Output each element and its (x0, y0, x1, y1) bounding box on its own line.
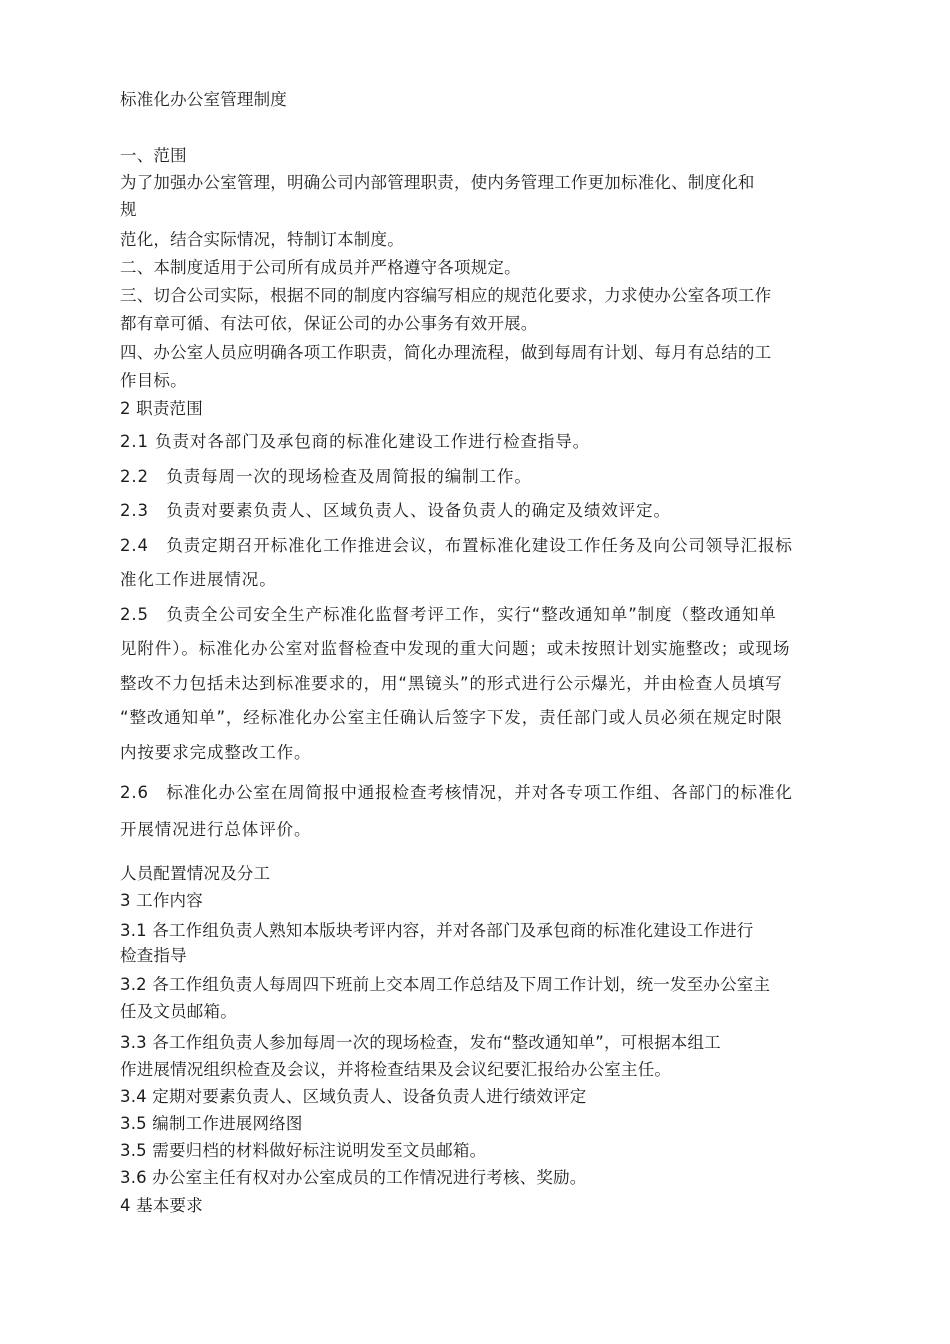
section-heading: 3 工作内容 (120, 891, 203, 910)
text-line: 规 (120, 200, 137, 219)
text-line: 内按要求完成整改工作。 (120, 743, 312, 762)
text-line: 3.4 定期对要素负责人、区域负责人、设备负责人进行绩效评定 (120, 1087, 587, 1106)
text-line: “整改通知单”，经标准化办公室主任确认后签字下发，责任部门或人员必须在规定时限 (120, 708, 783, 727)
text-line: 开展情况进行总体评价。 (120, 820, 312, 839)
text-line: 三、切合公司实际，根据不同的制度内容编写相应的规范化要求，力求使办公室各项工作 (120, 286, 772, 305)
text-line: 作目标。 (120, 371, 187, 390)
section-heading: 2 职责范围 (120, 399, 203, 418)
text-line: 见附件）。标准化办公室对监督检查中发现的重大问题；或未按照计划实施整改；或现场 (120, 639, 791, 658)
text-line: 为了加强办公室管理，明确公司内部管理职责，使内务管理工作更加标准化、制度化和 (120, 173, 755, 192)
section-heading: 人员配置情况及分工 (120, 864, 271, 883)
text-line: 检查指导 (120, 946, 187, 965)
text-line: 2.2 负责每周一次的现场检查及周简报的编制工作。 (120, 467, 532, 486)
text-line: 一、范围 (120, 146, 187, 165)
text-line: 二、本制度适用于公司所有成员并严格遵守各项规定。 (120, 258, 521, 277)
text-line: 作进展情况组织检查及会议，并将检查结果及会议纪要汇报给办公室主任。 (120, 1060, 672, 1079)
text-line: 准化工作进展情况。 (120, 570, 277, 589)
text-line: 都有章可循、有法可依，保证公司的办公事务有效开展。 (120, 314, 538, 333)
text-line: 2.1 负责对各部门及承包商的标准化建设工作进行检查指导。 (120, 432, 591, 451)
text-line: 3.5 需要归档的材料做好标注说明发至文员邮箱。 (120, 1141, 487, 1160)
text-line: 3.5 编制工作进展网络图 (120, 1114, 303, 1133)
text-line: 3.6 办公室主任有权对办公室成员的工作情况进行考核、奖励。 (120, 1168, 587, 1187)
text-line: 整改不力包括未达到标准要求的，用“黑镜头”的形式进行公示爆光，并由检查人员填写 (120, 674, 783, 693)
text-line: 任及文员邮箱。 (120, 1002, 237, 1021)
text-line: 3.2 各工作组负责人每周四下班前上交本周工作总结及下周工作计划，统一发至办公室主 (120, 975, 771, 994)
text-line: 范化，结合实际情况，特制订本制度。 (120, 230, 404, 249)
text-line: 四、办公室人员应明确各项工作职责，简化办理流程，做到每周有计划、每月有总结的工 (120, 343, 772, 362)
text-line: 2.3 负责对要素负责人、区域负责人、设备负责人的确定及绩效评定。 (120, 501, 671, 520)
section-heading: 4 基本要求 (120, 1196, 203, 1215)
text-line: 2.4 负责定期召开标准化工作推进会议，布置标准化建设工作任务及向公司领导汇报标 (120, 536, 793, 555)
text-line: 2.6 标准化办公室在周简报中通报检查考核情况，并对各专项工作组、各部门的标准化 (120, 783, 793, 802)
text-line: 3.1 各工作组负责人熟知本版块考评内容，并对各部门及承包商的标准化建设工作进行 (120, 921, 754, 940)
text-line: 3.3 各工作组负责人参加每周一次的现场检查，发布“整改通知单”，可根据本组工 (120, 1033, 721, 1052)
document-title: 标准化办公室管理制度 (120, 90, 287, 109)
text-line: 2.5 负责全公司安全生产标准化监督考评工作，实行“整改通知单”制度（整改通知单 (120, 605, 777, 624)
